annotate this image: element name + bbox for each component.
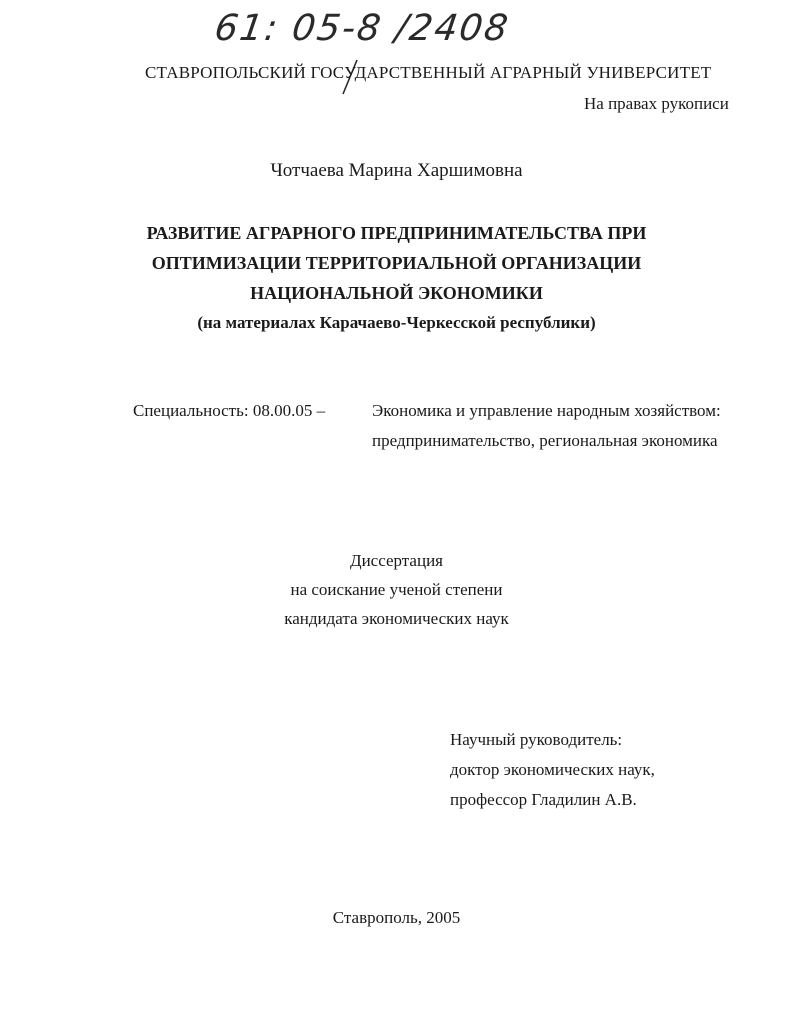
title-line-2: ОПТИМИЗАЦИИ ТЕРРИТОРИАЛЬНОЙ ОРГАНИЗАЦИИ [151,253,642,273]
dissertation-line-3: кандидата экономических наук [284,609,509,628]
handwritten-catalogue-code: 61: 05-8 /2408 [212,8,513,49]
author-name: Чотчаева Марина Харшимовна [270,160,523,181]
supervisor-heading: Научный руководитель: [450,730,623,749]
supervisor-name: профессор Гладилин А.В. [450,790,637,809]
title-subtitle: (на материалах Карачаево-Черкесской республики) [197,313,596,332]
specialty-description-line-1: Экономика и управление народным хозяйством: [372,401,721,420]
specialty-description-line-2: предпринимательство, региональная экономика [372,431,718,450]
city-year: Ставрополь, 2005 [332,908,461,927]
dissertation-line-2: на соискание ученой степени [290,580,503,599]
university-name: СТАВРОПОЛЬСКИЙ ГОСУДАРСТВЕННЫЙ АГРАРНЫЙ УНИВЕРСИТЕТ [145,63,712,82]
specialty-label: Специальность: 08.00.05 – [133,401,326,420]
title-line-3: НАЦИОНАЛЬНОЙ ЭКОНОМИКИ [250,283,543,303]
dissertation-line-1: Диссертация [349,551,443,570]
title-line-1: РАЗВИТИЕ АГРАРНОГО ПРЕДПРИНИМАТЕЛЬСТВА ПРИ [146,223,647,243]
rights-note: На правах рукописи [584,94,729,113]
supervisor-degree: доктор экономических наук, [450,760,655,779]
